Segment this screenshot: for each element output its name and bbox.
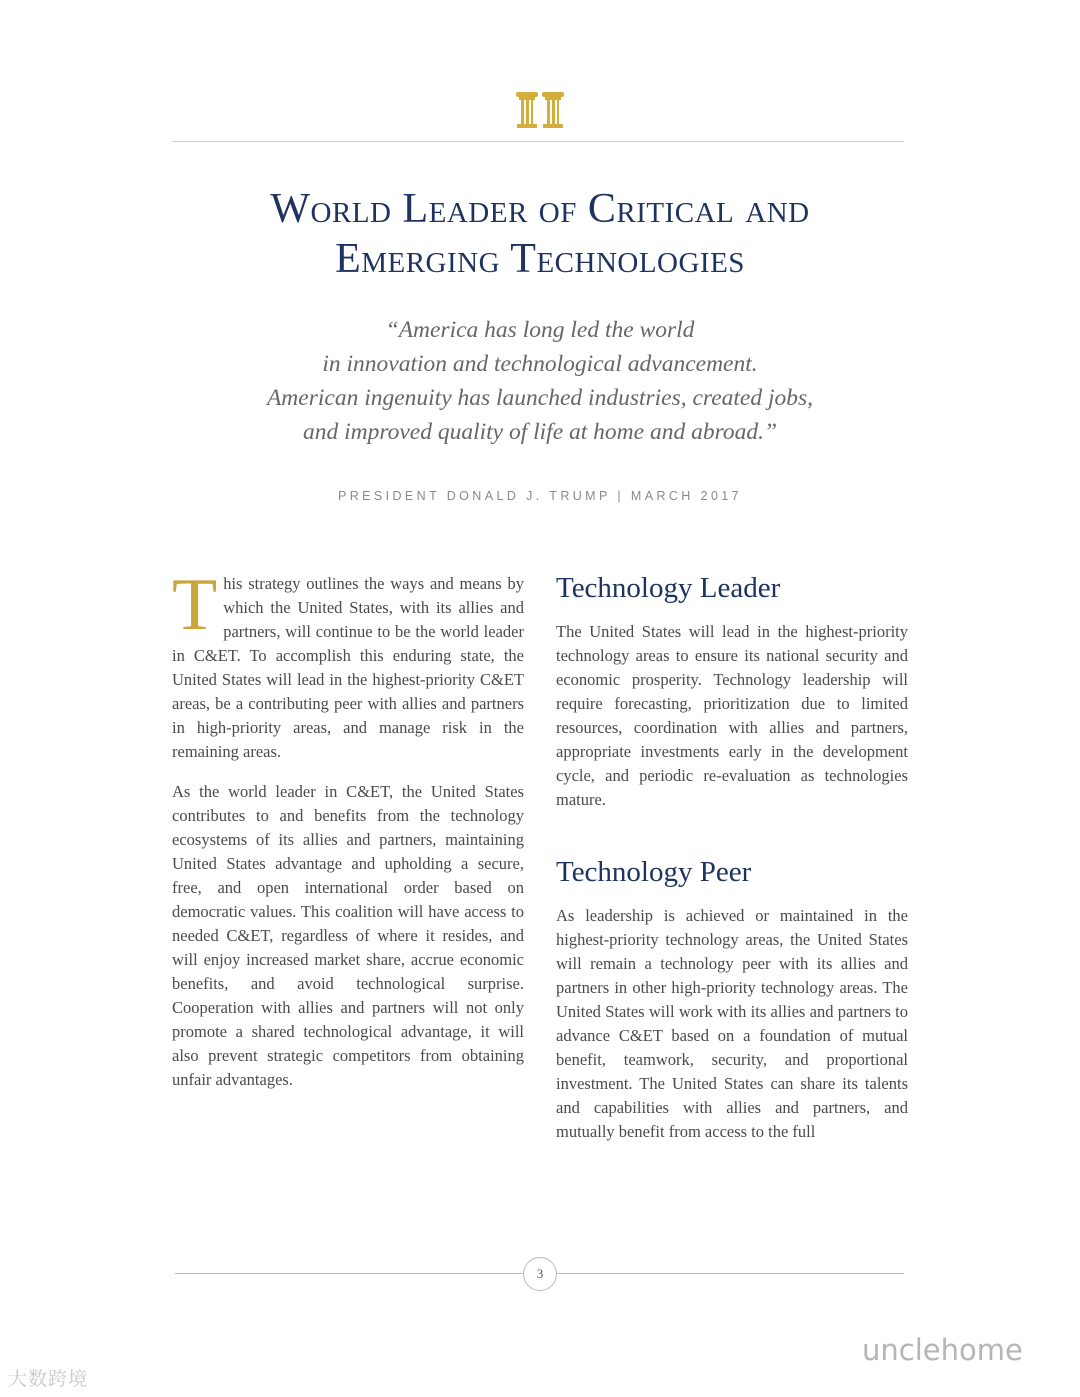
- page-title: [140, 184, 940, 284]
- section-heading-technology-leader: Technology Leader: [556, 572, 781, 604]
- intro-text: his strategy outlines the ways and means by which the United States, with its allies and partners, will continue to be the world leader in C&ET. To accomplish this enduring state, the United States will lead in the highest-priority C&ET areas, be a contributing peer with allies and partners in high-priority areas, and manage risk in the remaining areas.: [172, 574, 524, 761]
- footer-divider-left: [175, 1273, 523, 1274]
- quote-line: “America has long led the world: [385, 317, 695, 343]
- quote-attribution: PRESIDENT DONALD J. TRUMP | MARCH 2017: [337, 489, 743, 503]
- drop-cap: T: [172, 564, 218, 646]
- twin-columns-icon: [514, 90, 566, 130]
- pull-quote: [190, 313, 890, 449]
- intro-paragraph: [172, 564, 524, 764]
- title-line-2: Emerging Technologies: [335, 236, 745, 282]
- page-number: 3: [523, 1257, 557, 1291]
- quote-line: in innovation and technological advancement.: [322, 351, 758, 377]
- right-column: [556, 570, 908, 1144]
- watermark-right: unclehome: [862, 1333, 1023, 1367]
- title-line-1: World Leader of Critical and: [270, 186, 810, 232]
- technology-leader-text: The United States will lead in the highest-priority technology areas to ensure its national security and economic prosperity. Technology leadership will require forecasting, prioritization due to limited resources, coordination with allies and partners, appropriate investments early in the development cycle, and periodic re-evaluation as technologies mature.: [556, 622, 908, 809]
- left-column: [172, 564, 524, 1092]
- watermark-left: 大数跨境: [8, 1368, 89, 1390]
- quote-line: and improved quality of life at home and abroad.”: [302, 419, 778, 445]
- leader-paragraph: As the world leader in C&ET, the United States contributes to and benefits from the technology ecosystems of its allies and partners, maintaining United States advantage and upholding a secure, free, and open international order based on democratic values. This coalition will have access to needed C&ET, regardless of where it resides, and will enjoy increased market share, accrue economic benefits, and avoid technological surprise. Cooperation with allies and partners will not only promote a shared technological advantage, it will also prevent strategic competitors from obtaining unfair advantages.: [172, 782, 524, 1089]
- quote-line: American ingenuity has launched industries, created jobs,: [266, 385, 814, 411]
- section-heading-technology-peer: Technology Peer: [556, 856, 752, 888]
- top-divider: [172, 141, 904, 142]
- technology-peer-text: As leadership is achieved or maintained in the highest-priority technology areas, the United States will remain a technology peer with its allies and partners in other high-priority technology areas. The United States will work with its allies and partners to advance C&ET based on a foundation of mutual benefit, teamwork, security, and proportional investment. The United States can share its talents and capabilities with allies and partners, and mutually benefit from access to the full: [556, 906, 908, 1141]
- footer-divider-right: [557, 1273, 904, 1274]
